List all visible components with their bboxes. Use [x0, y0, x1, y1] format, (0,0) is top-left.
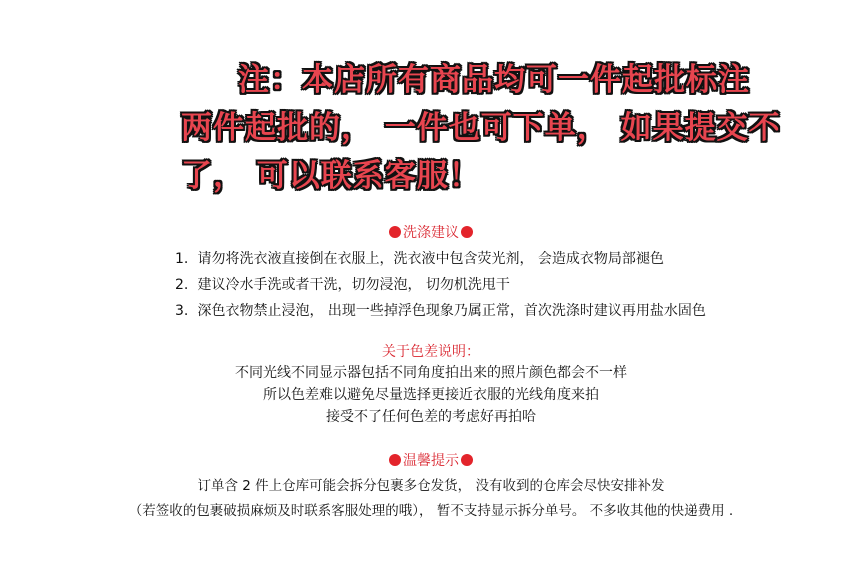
item-number: 2. — [175, 277, 189, 293]
bullet-dot-icon — [389, 226, 401, 238]
notice-line-3: 了， 可以联系客服！ — [181, 158, 481, 194]
color-note-body — [0, 362, 862, 428]
tips-body — [0, 474, 862, 524]
color-note-line: 不同光线不同显示器包括不同角度拍出来的照片颜色都会不一样 — [235, 365, 627, 381]
item-text: 深色衣物禁止浸泡， 出现一些掉浮色现象乃属正常，首次洗涤时建议再用盐水固色 — [197, 303, 706, 319]
list-item — [175, 246, 706, 272]
tips-title-text: 温馨提示 — [403, 453, 459, 469]
color-note-line: 所以色差难以避免尽量选择更接近衣服的光线角度来拍 — [263, 387, 599, 403]
bullet-dot-icon — [461, 454, 473, 466]
washing-title — [0, 222, 862, 242]
bullet-dot-icon — [461, 226, 473, 238]
color-note-line: 接受不了任何色差的考虑好再拍哈 — [326, 409, 536, 425]
notice-line-1: 注：本店所有商品均可一件起批标注 — [238, 62, 750, 98]
washing-title-text: 洗涤建议 — [403, 225, 459, 241]
item-text: 建议冷水手洗或者干洗，切勿浸泡， 切勿机洗甩干 — [197, 277, 510, 293]
notice-line-2: 两件起批的， 一件也可下单， 如果提交不 — [181, 110, 781, 146]
washing-list — [175, 246, 706, 324]
item-number: 3. — [175, 303, 189, 319]
list-item — [175, 298, 706, 324]
item-text: 请勿将洗衣液直接倒在衣服上，洗衣液中包含荧光剂， 会造成衣物局部褪色 — [197, 251, 664, 267]
bullet-dot-icon — [389, 454, 401, 466]
color-note-title: 关于色差说明： — [382, 344, 480, 360]
tips-line: （若签收的包裹破损麻烦及时联系客服处理的哦）， 暂不支持显示拆分单号。 不多收其他的快递费用 . — [128, 503, 734, 519]
item-number: 1. — [175, 251, 189, 267]
list-item — [175, 272, 706, 298]
tips-title — [0, 450, 862, 470]
tips-line: 订单含 2 件上仓库可能会拆分包裹多仓发货， 没有收到的仓库会尽快安排补发 — [197, 478, 665, 494]
